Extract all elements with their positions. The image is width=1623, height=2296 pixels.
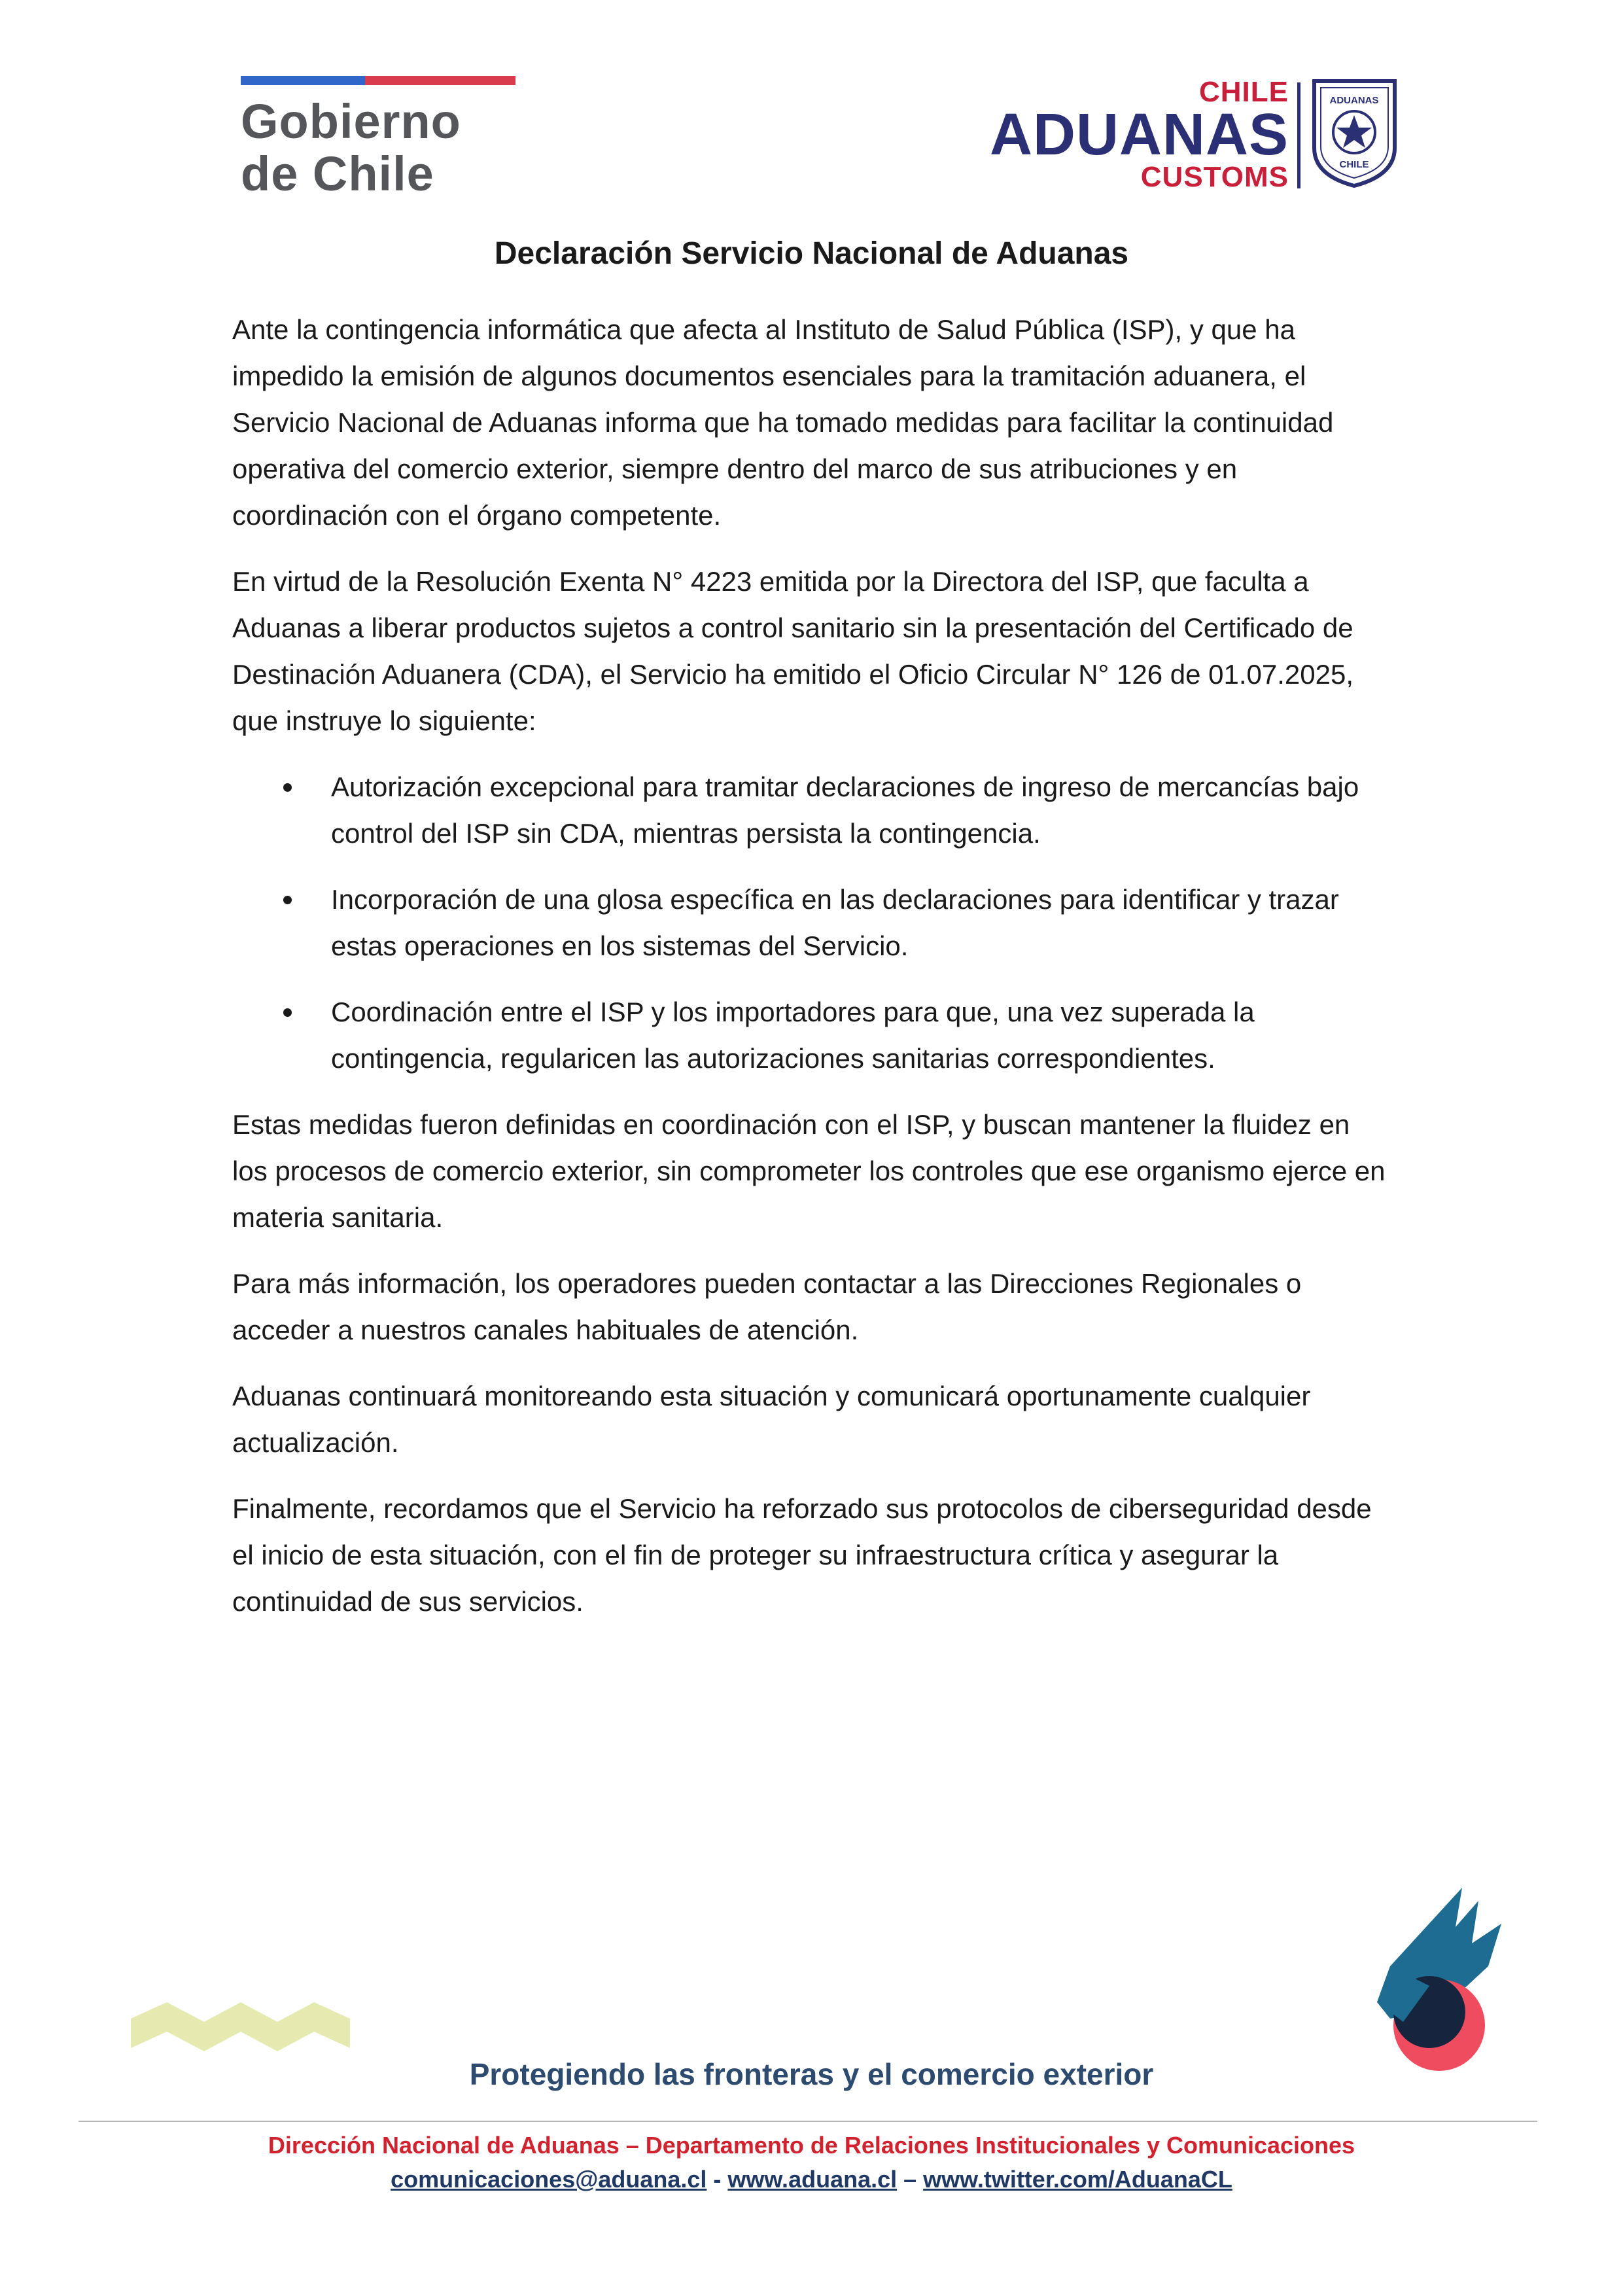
gobierno-wordmark	[241, 96, 515, 200]
list-item	[232, 876, 1390, 969]
gobierno-line-1: Gobierno	[241, 94, 461, 149]
twitter-link[interactable]: www.twitter.com/AduanaCL	[923, 2166, 1232, 2193]
aduanas-main-label: ADUANAS	[990, 102, 1289, 168]
footer-separator: –	[897, 2166, 924, 2193]
footer-divider	[79, 2121, 1537, 2122]
footer-links	[0, 2166, 1623, 2193]
aduanas-customs-label: CUSTOMS	[1140, 161, 1289, 193]
website-link[interactable]: www.aduana.cl	[727, 2166, 898, 2193]
aduanas-shield-icon	[1310, 77, 1399, 188]
aduanas-chile-label: CHILE	[1199, 76, 1289, 108]
paragraph-coordination: Estas medidas fueron definidas en coordinación con el ISP, y buscan mantener la fluidez en los procesos de comercio exterior, sin comprometer los controles que ese organismo ejerce en materia sanitaria.	[232, 1109, 1386, 1233]
measures-list	[232, 764, 1390, 1082]
list-item-text: Incorporación de una glosa específica en las declaraciones para identificar y trazar estas operaciones en los sistemas del Servicio.	[331, 884, 1339, 961]
aduanas-wordmark	[990, 77, 1289, 192]
list-item-text: Autorización excepcional para tramitar declaraciones de ingreso de mercancías bajo control del ISP sin CDA, mientras persista la contingencia.	[331, 771, 1359, 849]
paragraph-resolution: En virtud de la Resolución Exenta N° 4223 emitida por la Directora del ISP, que faculta a Aduanas a liberar productos sujetos a control sanitario sin la presentación del Certificado de Destinación Aduanera (CDA), el Servicio ha emitido el Oficio Circular N° 126 de 01.07.2025, que instruye lo siguiente:	[232, 566, 1354, 736]
aduanas-divider	[1297, 82, 1300, 188]
list-item-text: Coordinación entre el ISP y los importadores para que, una vez superada la contingencia, regularicen las autorizaciones sanitarias correspondientes.	[331, 997, 1255, 1074]
footer-slogan: Protegiendo las fronteras y el comercio exterior	[469, 2057, 1154, 2091]
document-body	[232, 306, 1390, 1644]
gobierno-bar-blue	[241, 76, 365, 85]
gobierno-de-chile-logo	[241, 76, 515, 200]
bullet-icon	[283, 1008, 292, 1017]
list-item	[232, 989, 1390, 1082]
paragraph-cybersecurity: Finalmente, recordamos que el Servicio ha reforzado sus protocolos de ciberseguridad desde el inicio de esta situación, con el fin de proteger su infraestructura crítica y asegurar la continuidad de sus servicios.	[232, 1493, 1372, 1617]
document-title: Declaración Servicio Nacional de Aduanas	[494, 236, 1129, 271]
email-link[interactable]: comunicaciones@aduana.cl	[391, 2166, 707, 2193]
wave-decoration-icon	[131, 1999, 350, 2064]
gobierno-bar-red	[365, 76, 515, 85]
gobierno-color-bar	[241, 76, 515, 85]
paragraph-monitoring: Aduanas continuará monitoreando esta situación y comunicará oportunamente cualquier actualización.	[232, 1381, 1311, 1458]
paragraph-intro: Ante la contingencia informática que afecta al Instituto de Salud Pública (ISP), y que ha impedido la emisión de algunos documentos esenciales para la tramitación aduanera, el Servicio Nacional de Aduanas informa que ha tomado medidas para facilitar la continuidad operativa del comercio exterior, siempre dentro del marco de sus atribuciones y en coordinación con el órgano competente.	[232, 314, 1334, 531]
bullet-icon	[283, 896, 292, 904]
comet-emblem-icon	[1364, 1888, 1521, 2077]
list-item	[232, 764, 1390, 857]
aduanas-logo	[980, 77, 1399, 195]
gobierno-line-2: de Chile	[241, 147, 434, 201]
bullet-icon	[283, 783, 292, 792]
footer-separator: -	[707, 2166, 728, 2193]
badge-bottom-text: CHILE	[1339, 159, 1369, 170]
footer-department: Dirección Nacional de Aduanas – Departamento de Relaciones Institucionales y Comunicaciones	[268, 2132, 1355, 2159]
badge-top-text: ADUANAS	[1329, 95, 1379, 106]
paragraph-contact: Para más información, los operadores pueden contactar a las Direcciones Regionales o acceder a nuestros canales habituales de atención.	[232, 1268, 1302, 1345]
